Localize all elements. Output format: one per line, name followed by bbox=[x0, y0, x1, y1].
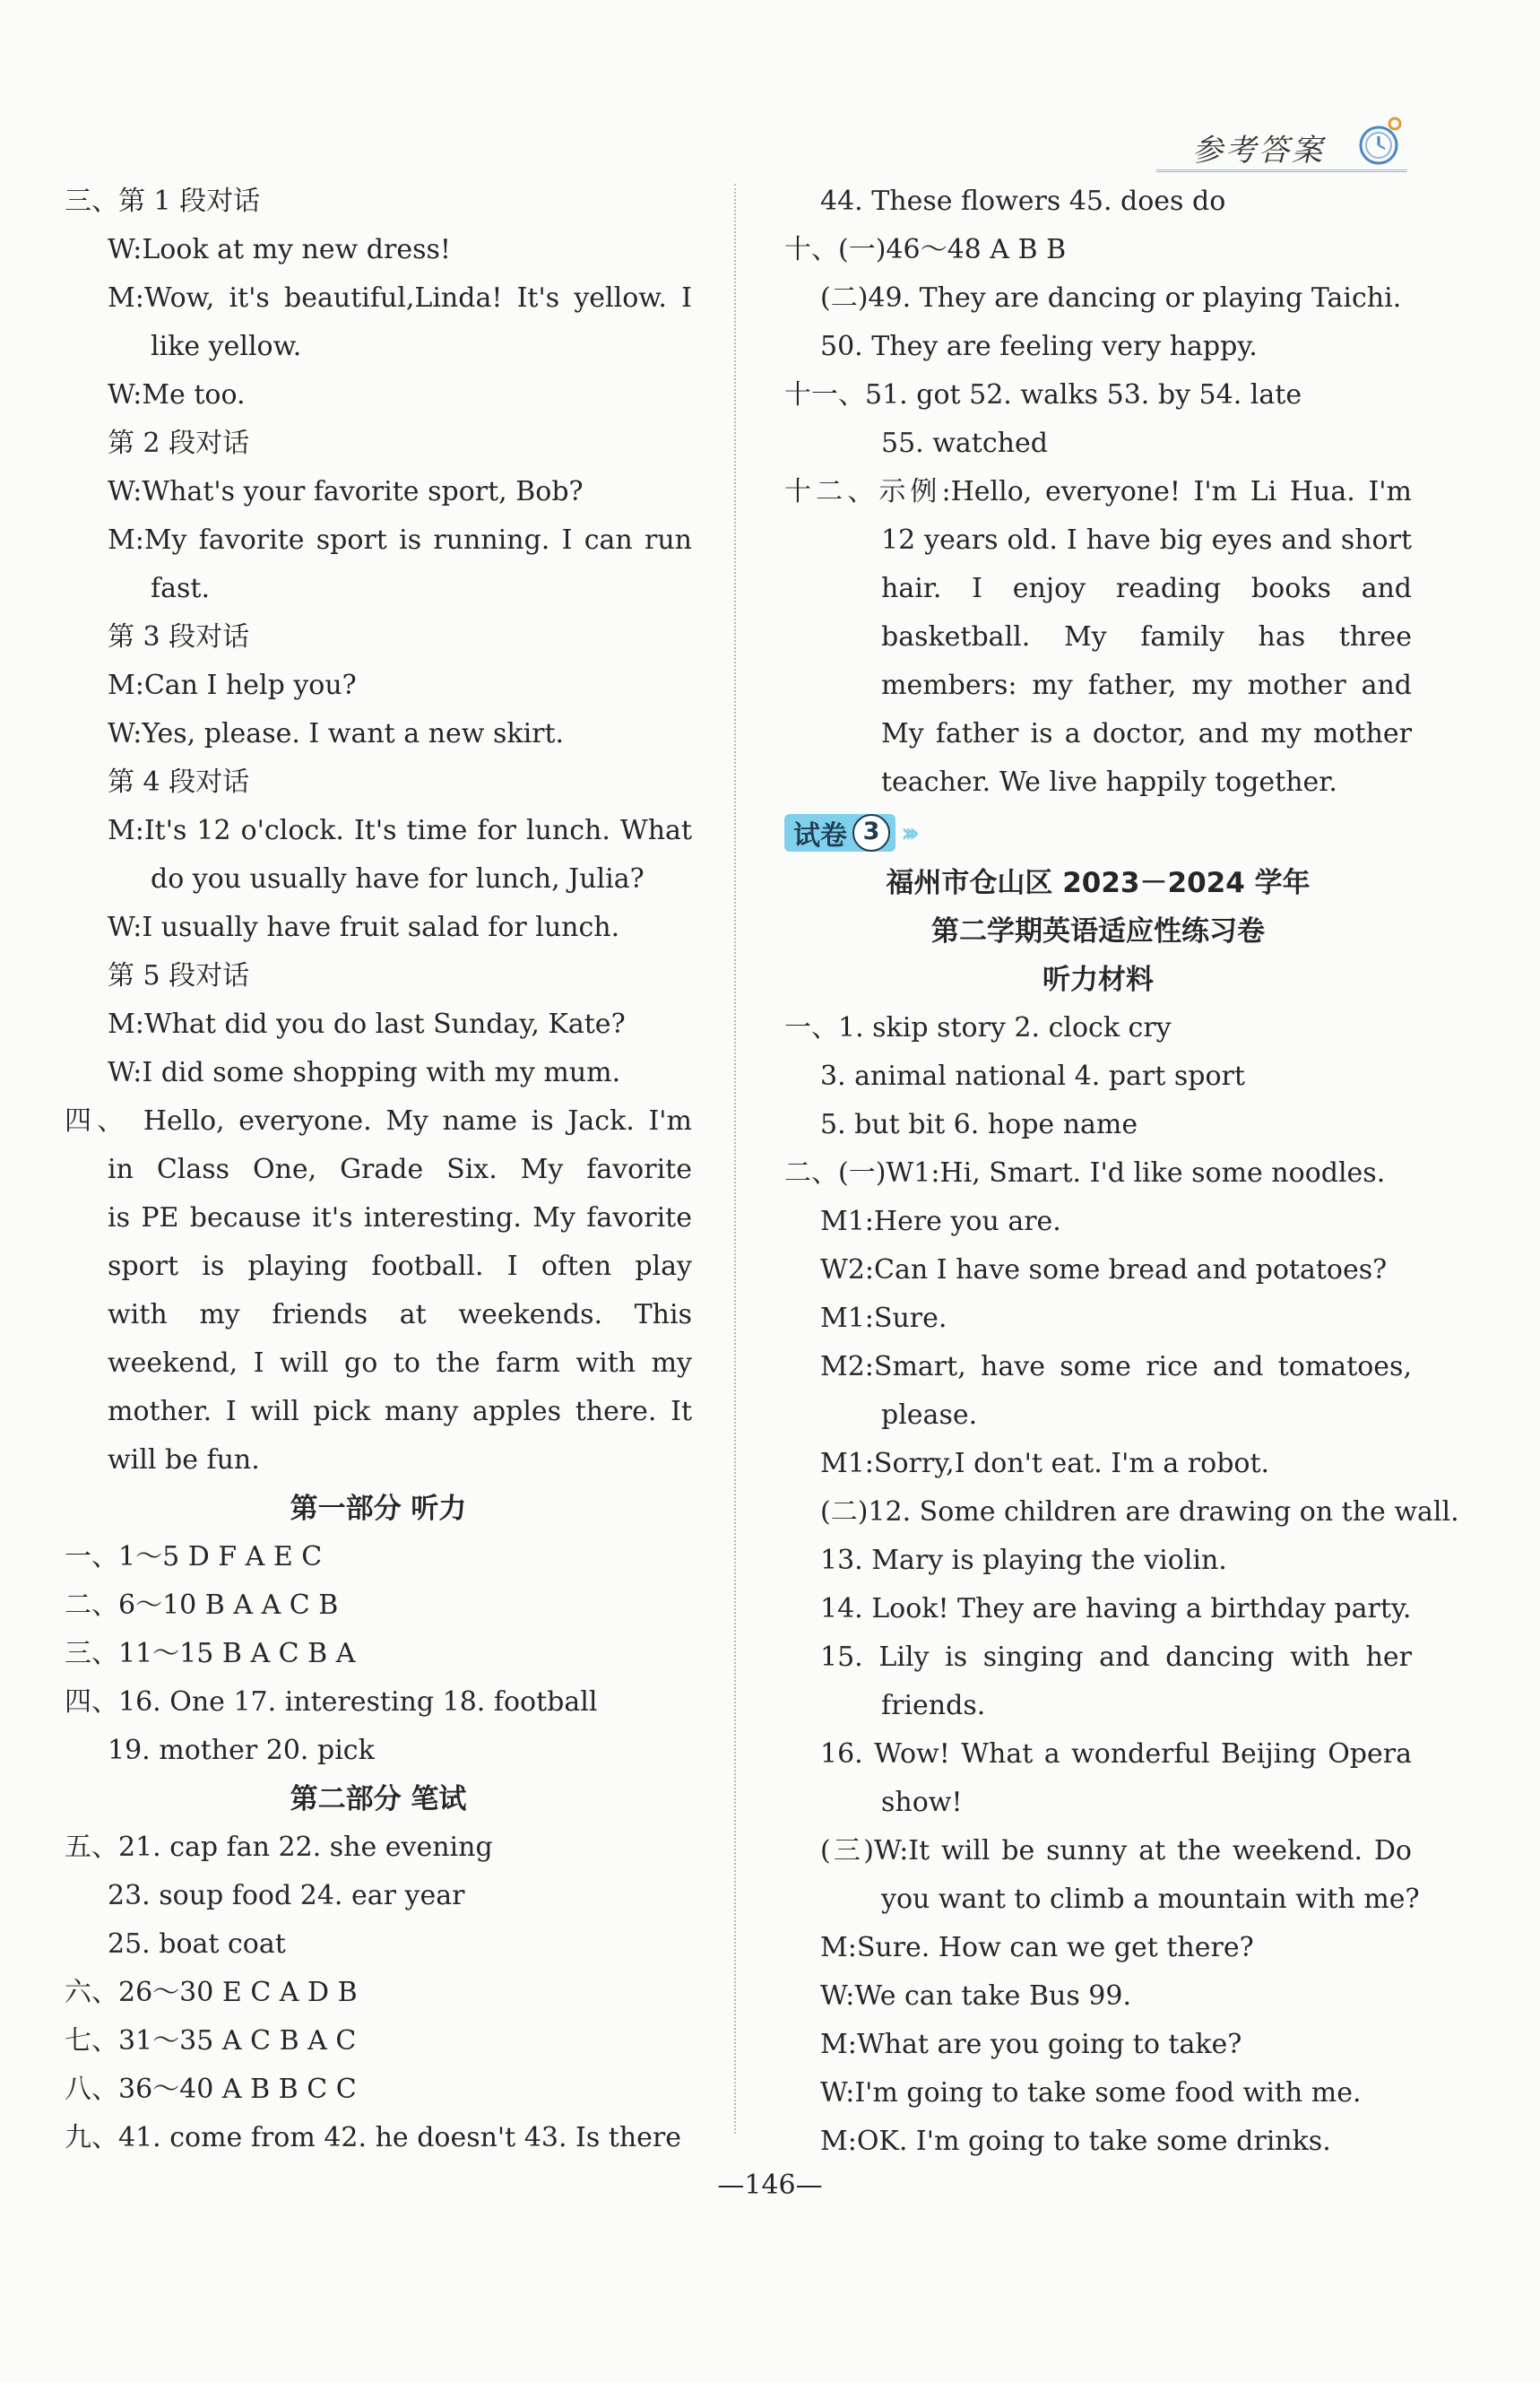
left-line: W:I did some shopping with my mum. bbox=[108, 1057, 621, 1088]
right-line: members: my father, my mother and bbox=[881, 670, 1412, 701]
right-line: M:Sure. How can we get there? bbox=[820, 1932, 1254, 1963]
right-line: 十一、51. got 52. walks 53. by 54. late bbox=[784, 379, 1302, 411]
right-line: 5. but bit 6. hope name bbox=[820, 1109, 1138, 1140]
left-column bbox=[65, 178, 692, 2162]
answer-line: 五、21. cap fan 22. she evening bbox=[65, 1832, 493, 1863]
left-line: 第 3 段对话 bbox=[108, 621, 250, 653]
right-line: 3. animal national 4. part sport bbox=[820, 1061, 1245, 1092]
right-line: 16. Wow! What a wonderful Beijing Opera bbox=[820, 1738, 1412, 1770]
left-line: M:Can I help you? bbox=[108, 670, 357, 701]
right-line: W:I'm going to take some food with me. bbox=[820, 2077, 1362, 2109]
right-line: 50. They are feeling very happy. bbox=[820, 331, 1258, 362]
answer-line: 25. boat coat bbox=[108, 1928, 286, 1960]
left-line: 第 4 段对话 bbox=[108, 767, 250, 798]
left-line: M:What did you do last Sunday, Kate? bbox=[108, 1009, 626, 1040]
right-line: M:OK. I'm going to take some drinks. bbox=[820, 2126, 1331, 2157]
right-line: M:What are you going to take? bbox=[820, 2029, 1242, 2060]
right-line: (二)12. Some children are drawing on the wall. bbox=[820, 1496, 1459, 1528]
answer-line: 八、36～40 A B B C C bbox=[65, 2074, 357, 2105]
right-line: you want to climb a mountain with me? bbox=[881, 1884, 1420, 1915]
right-line: 55. watched bbox=[881, 428, 1048, 459]
right-column bbox=[784, 178, 1459, 2166]
column-divider bbox=[734, 184, 736, 2134]
right-line: 十、(一)46～48 A B B bbox=[784, 234, 1067, 265]
left-line: sport is playing football. I often play bbox=[108, 1251, 692, 1282]
right-line: M1:Sure. bbox=[820, 1303, 947, 1334]
right-line: hair. I enjoy reading books and bbox=[881, 573, 1412, 604]
header-rule bbox=[1156, 169, 1407, 172]
right-line: My father is a doctor, and my mother bbox=[881, 718, 1412, 749]
left-line: weekend, I will go to the farm with my bbox=[108, 1347, 692, 1379]
right-line: 15. Lily is singing and dancing with her bbox=[820, 1641, 1412, 1673]
left-line: fast. bbox=[151, 573, 210, 604]
stopwatch-icon bbox=[1355, 115, 1406, 169]
paper-badge-label: 试卷 bbox=[793, 820, 847, 852]
answer-line: 三、11～15 B A C B A bbox=[65, 1638, 356, 1669]
chevron-right-icon: ››› bbox=[901, 817, 913, 849]
left-line: W:I usually have fruit salad for lunch. bbox=[108, 912, 620, 943]
answer-line: 二、6～10 B A A C B bbox=[65, 1589, 339, 1621]
right-line: please. bbox=[881, 1399, 978, 1431]
left-line: will be fun. bbox=[108, 1444, 260, 1476]
answer-line: 六、26～30 E C A D B bbox=[65, 1977, 358, 2008]
right-line: basketball. My family has three bbox=[881, 621, 1412, 653]
paper-title: 福州市仓山区 2023－2024 学年 bbox=[886, 867, 1311, 899]
right-line: (三)W:It will be sunny at the weekend. Do bbox=[820, 1835, 1412, 1867]
left-line: with my friends at weekends. This bbox=[108, 1299, 692, 1330]
right-line: 13. Mary is playing the violin. bbox=[820, 1545, 1227, 1576]
right-line: show! bbox=[881, 1787, 963, 1818]
left-line: M:Wow, it's beautiful,Linda! It's yellow. I bbox=[108, 282, 692, 314]
left-line: 第 2 段对话 bbox=[108, 428, 250, 459]
left-line: W:Yes, please. I want a new skirt. bbox=[108, 718, 565, 749]
paper-badge-row bbox=[784, 807, 1412, 859]
left-line: 第 5 段对话 bbox=[108, 960, 250, 992]
answer-line: 七、31～35 A C B A C bbox=[65, 2025, 357, 2057]
right-line: 一、1. skip story 2. clock cry bbox=[784, 1012, 1172, 1044]
right-line: 14. Look! They are having a birthday party. bbox=[820, 1593, 1412, 1624]
right-line: 二、(一)W1:Hi, Smart. I'd like some noodles. bbox=[784, 1157, 1386, 1189]
answer-line: 四、16. One 17. interesting 18. football bbox=[65, 1686, 598, 1718]
answer-line: 19. mother 20. pick bbox=[108, 1735, 375, 1766]
left-line: do you usually have for lunch, Julia? bbox=[151, 863, 645, 895]
paper-section-title: 听力材料 bbox=[1043, 964, 1154, 996]
paper-badge-number: 3 bbox=[852, 814, 890, 852]
left-line: 三、第 1 段对话 bbox=[65, 186, 261, 217]
left-line: mother. I will pick many apples there. It bbox=[108, 1396, 692, 1427]
left-line: is PE because it's interesting. My favorite bbox=[108, 1202, 692, 1234]
right-line: teacher. We live happily together. bbox=[881, 767, 1337, 798]
answer-line: 九、41. come from 42. he doesn't 43. Is there bbox=[65, 2122, 682, 2153]
left-line: 四、 Hello, everyone. My name is Jack. I'm bbox=[65, 1105, 692, 1137]
left-line: W:Look at my new dress! bbox=[108, 234, 451, 265]
right-line: 12 years old. I have big eyes and short bbox=[881, 524, 1412, 556]
right-line: 十二、示例:Hello, everyone! I'm Li Hua. I'm bbox=[784, 476, 1412, 507]
right-line: 44. These flowers 45. does do bbox=[820, 186, 1226, 217]
right-line: (二)49. They are dancing or playing Taichi. bbox=[820, 282, 1402, 314]
paper-subtitle: 第二学期英语适应性练习卷 bbox=[931, 915, 1265, 948]
left-line: in Class One, Grade Six. My favorite bbox=[108, 1154, 692, 1185]
paper-badge bbox=[784, 814, 895, 852]
section-heading: 第二部分 笔试 bbox=[290, 1783, 467, 1815]
answer-line: 一、1～5 D F A E C bbox=[65, 1541, 323, 1572]
right-line: M1:Here you are. bbox=[820, 1206, 1061, 1237]
right-line: W:We can take Bus 99. bbox=[820, 1980, 1131, 2012]
answer-line: 23. soup food 24. ear year bbox=[108, 1880, 465, 1911]
right-line: W2:Can I have some bread and potatoes? bbox=[820, 1254, 1388, 1286]
left-line: like yellow. bbox=[151, 331, 302, 362]
right-line: friends. bbox=[881, 1690, 986, 1721]
header-title: 参考答案 bbox=[1192, 133, 1325, 169]
left-line: W:Me too. bbox=[108, 379, 246, 411]
section-heading: 第一部分 听力 bbox=[290, 1493, 467, 1525]
left-line: W:What's your favorite sport, Bob? bbox=[108, 476, 584, 507]
left-line: M:My favorite sport is running. I can run bbox=[108, 524, 692, 556]
right-line: M1:Sorry,I don't eat. I'm a robot. bbox=[820, 1448, 1270, 1479]
left-line: M:It's 12 o'clock. It's time for lunch. What bbox=[108, 815, 692, 846]
page-number: —146— bbox=[717, 2170, 823, 2201]
right-line: M2:Smart, have some rice and tomatoes, bbox=[820, 1351, 1412, 1382]
